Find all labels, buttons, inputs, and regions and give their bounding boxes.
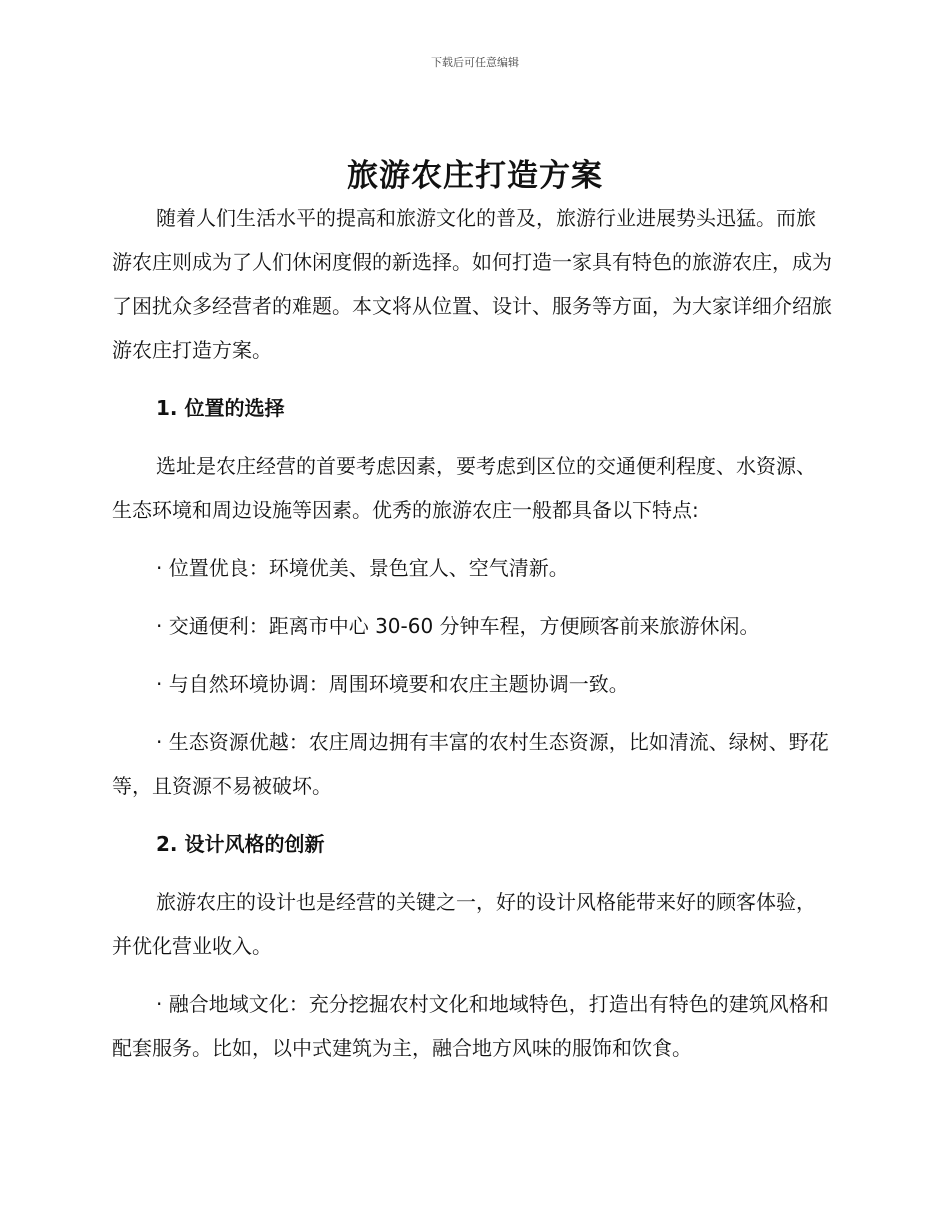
section-2-heading: 2. 设计风格的创新 (156, 832, 325, 856)
section-1-bullet-environment: · 与自然环境协调：周围环境要和农庄主题协调一致。 (156, 672, 629, 696)
header-note: 下载后可任意编辑 (431, 56, 519, 69)
intro-paragraph: 随着人们生活水平的提高和旅游文化的普及，旅游行业进展势头迅猛。而旅游农庄则成为了人们休闲度假的新选择。如何打造一家具有特色的旅游农庄，成为了困扰众多经营者的难题。本文将从位置、设计、服务等方面，为大家详细介绍旅游农庄打造方案。 (112, 206, 832, 362)
document-body (112, 196, 834, 1084)
section-1-heading: 1. 位置的选择 (156, 396, 285, 420)
section-2-bullet-culture: · 融合地域文化：充分挖掘农村文化和地域特色，打造出有特色的建筑风格和配套服务。比如，以中式建筑为主，融合地方风味的服饰和饮食。 (112, 992, 829, 1060)
document-title: 旅游农庄打造方案 (347, 158, 603, 194)
section-1-bullet-location: · 位置优良：环境优美、景色宜人、空气清新。 (156, 556, 569, 580)
section-1-bullet-transport: · 交通便利：距离市中心 30-60 分钟车程，方便顾客前来旅游休闲。 (156, 614, 760, 638)
section-1-bullet-ecology: · 生态资源优越：农庄周边拥有丰富的农村生态资源，比如清流、绿树、野花等，且资源不易被破坏。 (112, 730, 829, 798)
section-1-paragraph: 选址是农庄经营的首要考虑因素，要考虑到区位的交通便利程度、水资源、生态环境和周边设施等因素。优秀的旅游农庄一般都具备以下特点: (112, 454, 816, 522)
section-2-paragraph: 旅游农庄的设计也是经营的关键之一，好的设计风格能带来好的顾客体验，并优化营业收入。 (112, 890, 816, 958)
